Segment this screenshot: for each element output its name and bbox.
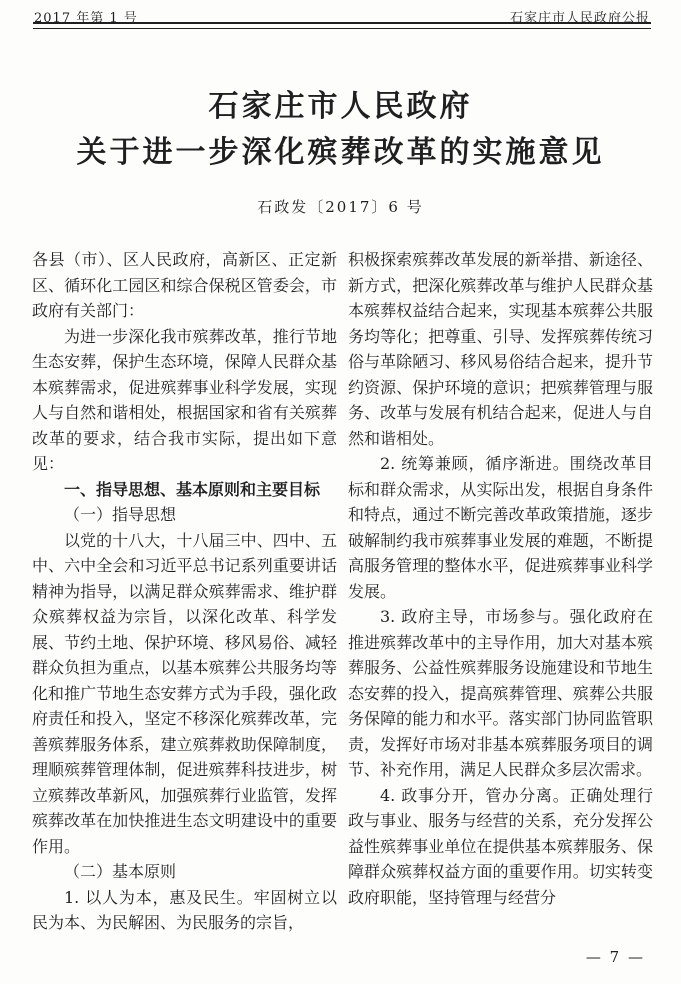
subsection-heading-basic-principles: （二）基本原则 bbox=[64, 862, 177, 881]
title-line-2: 关于进一步深化殡葬改革的实施意见 bbox=[76, 135, 605, 170]
principle-4-paragraph: 4. 政事分开，管办分离。正确处理行政与事业、服务与经营的关系，充分发挥公益性殡葬事业单位在提供基本殡葬服务、保障群众殡葬权益方面的重要作用。切实转变政府职能，坚持管理与经营分 bbox=[348, 785, 653, 907]
left-column bbox=[32, 247, 337, 956]
header-rule-thick bbox=[33, 22, 651, 24]
addressee-paragraph: 各县（市）、区人民政府，高新区、正定新区、循环化工园区和综合保税区管委会，市政府有关部门： bbox=[32, 250, 337, 320]
principle-2-paragraph: 2. 统筹兼顾，循序渐进。围绕改革目标和群众需求，从实际出发，根据自身条件和特点，通过不断完善改革政策措施，逐步破解制约我市殡葬事业发展的难题，不断提高服务管理的整体水平，促进殡葬事业科学发展。 bbox=[348, 454, 653, 601]
publication-name-label: 石家庄市人民政府公报 bbox=[509, 11, 650, 26]
intro-paragraph: 为进一步深化我市殡葬改革，推行节地生态安葬，保护生态环境，保障人民群众基本殡葬需求，促进殡葬事业科学发展，实现人与自然和谐相处，根据国家和省有关殡葬改革的要求，结合我市实际，提出如下意见： bbox=[32, 326, 337, 473]
principle-3-paragraph: 3. 政府主导，市场参与。强化政府在推进殡葬改革中的主导作用，加大对基本殡葬服务、公益性殡葬服务设施建设和节地生态安葬的投入，提高殡葬管理、殡葬公共服务保障的能力和水平。落实部门协同监管职责，发挥好市场对非基本殡葬服务项目的调节、补充作用，满足人民群众多层次需求。 bbox=[348, 607, 653, 779]
issue-number-label: 2017 年第 1 号 bbox=[34, 11, 138, 26]
document-body bbox=[32, 247, 653, 956]
section-heading-1: 一、指导思想、基本原则和主要目标 bbox=[64, 479, 321, 499]
header-rule-thin bbox=[33, 28, 651, 29]
guiding-ideology-paragraph: 以党的十八大，十八届三中、四中、五中、六中全会和习近平总书记系列重要讲话精神为指导，以满足群众殡葬需求、维护群众殡葬权益为宗旨，以深化改革、科学发展、节约土地、保护环境、移风易俗、减轻群众负担为重点，以基本殡葬公共服务均等化和推广节地生态安葬方式为手段，强化政府责任和投入，坚定不移深化殡葬改革，完善殡葬服务体系，建立殡葬救助保障制度，理顺殡葬管理体制，促进殡葬科技进步，树立殡葬改革新风，加强殡葬行业监管，发挥殡葬改革在加快推进生态文明建设中的重要作用。 bbox=[32, 530, 337, 856]
title-line-1: 石家庄市人民政府 bbox=[208, 89, 473, 124]
subsection-heading-guiding-ideology: （一）指导思想 bbox=[64, 505, 177, 524]
page-number: — 7 — bbox=[585, 948, 645, 966]
right-column bbox=[348, 247, 653, 956]
principle-1-paragraph: 1. 以人为本，惠及民生。牢固树立以民为本、为民解困、为民服务的宗旨， bbox=[32, 887, 337, 932]
principle-1-continued-paragraph: 积极探索殡葬改革发展的新举措、新途径、新方式，把深化殡葬改革与维护人民群众基本殡葬权益结合起来，实现基本殡葬公共服务均等化；把尊重、引导、发挥殡葬传统习俗与革除陋习、移风易俗结合起来，提升节约资源、保护环境的意识；把殡葬管理与服务、改革与发展有机结合起来，促进人与自然和谐相处。 bbox=[348, 250, 653, 448]
document-number: 石政发〔2017〕6 号 bbox=[257, 198, 424, 216]
document-title bbox=[0, 84, 681, 176]
